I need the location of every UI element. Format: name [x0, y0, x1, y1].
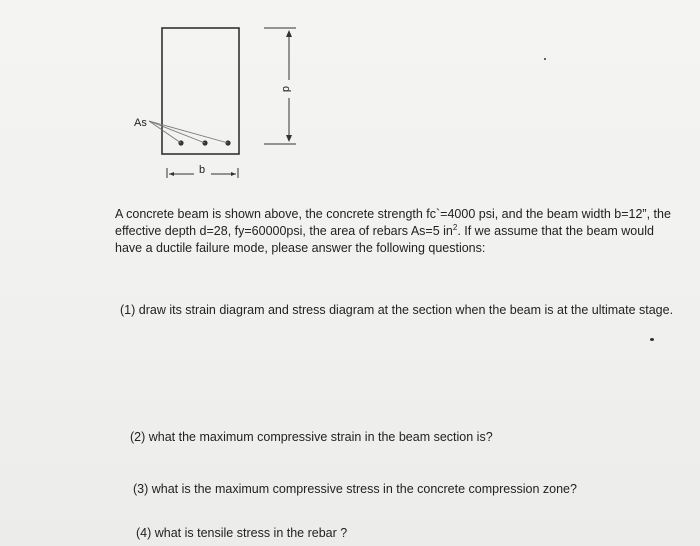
question-1: (1) draw its strain diagram and stress diagram at the section when the beam is at the ultimate stage. [120, 303, 674, 317]
b-label: b [199, 164, 206, 176]
paper-speck [650, 338, 654, 341]
problem-line-1: A concrete beam is shown above, the concrete strength fc`=4000 psi, and the beam width b=12”, the [115, 207, 671, 221]
problem-line-3: have a ductile failure mode, please answer the following questions: [115, 241, 486, 255]
as-leader-lines [149, 121, 228, 143]
problem-line-2: effective depth d=28, fy=60000psi, the area of rebars As=5 $in^2$. If we assume that the beam would [115, 222, 654, 238]
problem-statement [115, 206, 675, 257]
beam-section-figure [0, 0, 700, 200]
question-2: (2) what the maximum compressive strain in the beam section is? [130, 430, 493, 444]
d-label: d [280, 86, 292, 93]
as-label: As [134, 117, 147, 129]
question-4: (4) what is tensile stress in the rebar ? [136, 526, 348, 540]
question-3: (3) what is the maximum compressive stress in the concrete compression zone? [133, 482, 577, 496]
paper-speck [544, 58, 546, 60]
